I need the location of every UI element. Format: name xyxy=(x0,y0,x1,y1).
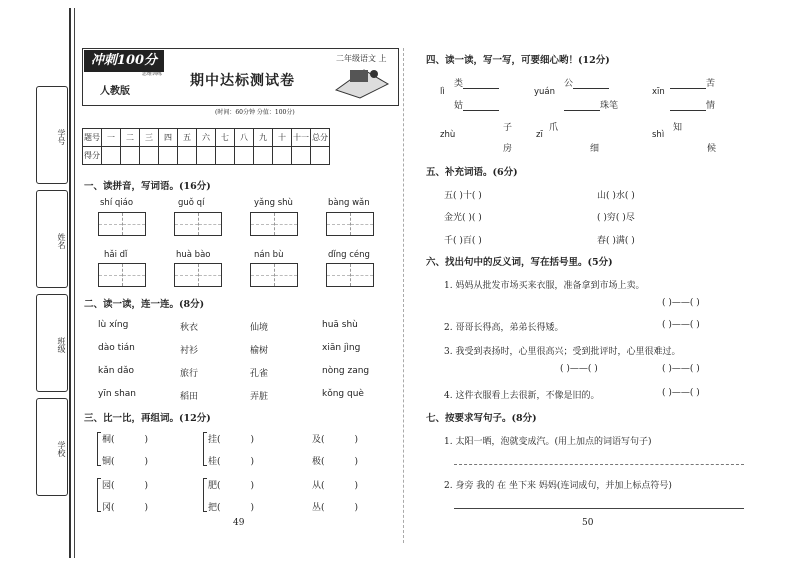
page-divider xyxy=(403,48,404,543)
idiom-item[interactable]: 金光( )( ) xyxy=(444,213,482,223)
score-header: 六 xyxy=(197,129,216,147)
score-header: 题号 xyxy=(83,129,102,147)
antonym-sentence: 4. 这件衣服看上去很新，不像是旧的。 xyxy=(444,391,600,401)
word-item[interactable]: 细 xyxy=(590,144,600,154)
compare-item[interactable]: 冈( ) xyxy=(102,503,149,513)
score-row-label: 得分 xyxy=(83,147,102,165)
score-header: 八 xyxy=(235,129,254,147)
score-header: 十 xyxy=(273,129,292,147)
antonym-sentence: 3. 我受到表扬时，心里很高兴；受到批评时，心里很难过。 xyxy=(444,347,681,357)
pinyin: bàng wǎn xyxy=(328,198,370,208)
score-header: 十一 xyxy=(292,129,311,147)
antonym-sentence: 1. 妈妈从批发市场买来衣服，准备拿到市场上卖。 xyxy=(444,281,645,291)
writing-grid[interactable] xyxy=(250,212,298,236)
answer-blank[interactable]: ( )——( ) xyxy=(662,364,700,374)
match-item[interactable]: 仙境 xyxy=(250,323,269,333)
writing-grid[interactable] xyxy=(250,263,298,287)
answer-blank[interactable]: ( )——( ) xyxy=(662,320,700,330)
pinyin: shì xyxy=(652,130,665,140)
match-item[interactable]: 弄脏 xyxy=(250,392,269,402)
answer-line[interactable] xyxy=(454,508,744,509)
match-item[interactable]: kǒng què xyxy=(322,389,364,399)
section-7-title: 七、按要求写句子。(8分) xyxy=(426,413,537,424)
section-1-title: 一、读拼音，写词语。(16分) xyxy=(84,181,211,192)
compare-item[interactable]: 桂( ) xyxy=(208,457,255,467)
section-2-title: 二、读一读，连一连。(8分) xyxy=(84,299,205,310)
compare-item[interactable]: 把( ) xyxy=(208,503,255,513)
pinyin: yǎng shù xyxy=(254,198,293,208)
answer-line[interactable] xyxy=(454,464,744,465)
pinyin: hǎi dǐ xyxy=(104,250,128,260)
score-header: 二 xyxy=(121,129,140,147)
score-header: 五 xyxy=(178,129,197,147)
antonym-sentence: 2. 哥哥长得高，弟弟长得矮。 xyxy=(444,323,564,333)
sentence-task: 2. 身旁 我的 在 坐下来 妈妈(连词成句，并加上标点符号) xyxy=(444,481,672,491)
compare-item[interactable]: 桐( ) xyxy=(102,435,149,445)
match-item[interactable]: 孔雀 xyxy=(250,369,269,379)
writing-grid[interactable] xyxy=(326,263,374,287)
word-item[interactable]: 类 xyxy=(454,76,499,89)
word-item[interactable]: 候 xyxy=(707,144,717,154)
idiom-item[interactable]: 千( )百( ) xyxy=(444,236,482,246)
edition: 人教版 xyxy=(100,86,130,97)
match-item[interactable]: yīn shan xyxy=(98,389,137,399)
writing-grid[interactable] xyxy=(174,212,222,236)
compare-item[interactable]: 从( ) xyxy=(312,481,359,491)
idiom-item[interactable]: 春( )满( ) xyxy=(597,236,635,246)
writing-grid[interactable] xyxy=(98,263,146,287)
pinyin: zī xyxy=(536,130,543,140)
compare-item[interactable]: 极( ) xyxy=(312,457,359,467)
binding-line xyxy=(69,8,71,558)
answer-blank[interactable]: ( )——( ) xyxy=(662,388,700,398)
match-item[interactable]: 稻田 xyxy=(180,392,199,402)
writing-grid[interactable] xyxy=(174,263,222,287)
section-4-title: 四、读一读，写一写，可要细心哟！(12分) xyxy=(426,55,610,66)
section-5-title: 五、补充词语。(6分) xyxy=(426,167,518,178)
score-header: 一 xyxy=(102,129,121,147)
compare-item[interactable]: 及( ) xyxy=(312,435,359,445)
compare-item[interactable]: 挂( ) xyxy=(208,435,255,445)
pinyin: lì xyxy=(440,87,445,97)
answer-blank[interactable]: ( )——( ) xyxy=(560,364,598,374)
match-item[interactable]: 榆树 xyxy=(250,346,269,356)
pinyin: yuán xyxy=(534,87,556,97)
section-3-title: 三、比一比，再组词。(12分) xyxy=(84,413,211,424)
idiom-item[interactable]: 山( )水( ) xyxy=(597,191,635,201)
pinyin: zhù xyxy=(440,130,456,140)
page-number-right: 50 xyxy=(582,518,594,528)
brace xyxy=(97,432,101,466)
brace xyxy=(203,478,207,512)
brand-logo: 冲刺100分 xyxy=(84,50,164,72)
match-item[interactable]: 衬衫 xyxy=(180,346,199,356)
side-label-class: 班级 xyxy=(36,294,68,392)
pinyin: dǐng céng xyxy=(328,250,370,260)
word-item[interactable]: 知 xyxy=(673,123,683,133)
word-item[interactable]: 爪 xyxy=(549,123,559,133)
word-item[interactable]: 姑 xyxy=(454,98,499,111)
brace xyxy=(203,432,207,466)
pinyin: huà bào xyxy=(176,250,211,260)
match-item[interactable]: nòng zang xyxy=(322,366,370,376)
sentence-task: 1. 太阳一晒，泡就变成汽。(用上加点的词语写句子) xyxy=(444,437,652,447)
idiom-item[interactable]: 五( )十( ) xyxy=(444,191,482,201)
binding-line-inner xyxy=(74,8,75,558)
pinyin: guǒ qí xyxy=(178,198,205,208)
match-item[interactable]: lù xíng xyxy=(98,320,129,330)
word-item[interactable]: 情 xyxy=(670,98,715,111)
desk-icon xyxy=(332,64,392,103)
side-label-name: 姓名 xyxy=(36,190,68,288)
word-item[interactable]: 房 xyxy=(503,144,513,154)
brand-sub: 思维训练 xyxy=(142,71,163,77)
side-label-school: 学校 xyxy=(36,398,68,496)
word-item[interactable]: 珠笔 xyxy=(564,98,618,111)
score-header: 七 xyxy=(216,129,235,147)
score-header: 总分 xyxy=(311,129,330,147)
compare-item[interactable]: 铜( ) xyxy=(102,457,149,467)
exam-meta: (时间：60分钟 分值：100分) xyxy=(215,109,295,116)
compare-item[interactable]: 园( ) xyxy=(102,481,149,491)
section-6-title: 六、找出句中的反义词，写在括号里。(5分) xyxy=(426,257,613,268)
brace xyxy=(97,478,101,512)
match-item[interactable]: dào tián xyxy=(98,343,135,353)
score-table xyxy=(82,128,330,165)
idiom-item[interactable]: ( )穷( )尽 xyxy=(597,213,635,223)
pinyin: nán bù xyxy=(254,250,284,260)
word-item[interactable]: 苦 xyxy=(670,76,715,89)
compare-item[interactable]: 肥( ) xyxy=(208,481,255,491)
writing-grid[interactable] xyxy=(326,212,374,236)
grade-label: 二年级语文 上 xyxy=(336,54,387,63)
writing-grid[interactable] xyxy=(98,212,146,236)
match-item[interactable]: huā shù xyxy=(322,320,358,330)
page-number-left: 49 xyxy=(233,518,245,528)
compare-item[interactable]: 丛( ) xyxy=(312,503,359,513)
pinyin: xīn xyxy=(652,87,665,97)
match-item[interactable]: kǎn dǎo xyxy=(98,366,135,376)
side-label-id: 学号 xyxy=(36,86,68,184)
match-item[interactable]: xiān jìng xyxy=(322,343,361,353)
page-title: 期中达标测试卷 xyxy=(190,73,295,89)
answer-blank[interactable]: ( )——( ) xyxy=(662,298,700,308)
word-item[interactable]: 子 xyxy=(503,123,513,133)
score-header: 三 xyxy=(140,129,159,147)
score-header: 四 xyxy=(159,129,178,147)
match-item[interactable]: 旅行 xyxy=(180,369,199,379)
word-item[interactable]: 公 xyxy=(564,76,609,89)
score-header: 九 xyxy=(254,129,273,147)
pinyin: shí qiáo xyxy=(100,198,134,208)
match-item[interactable]: 秋衣 xyxy=(180,323,199,333)
